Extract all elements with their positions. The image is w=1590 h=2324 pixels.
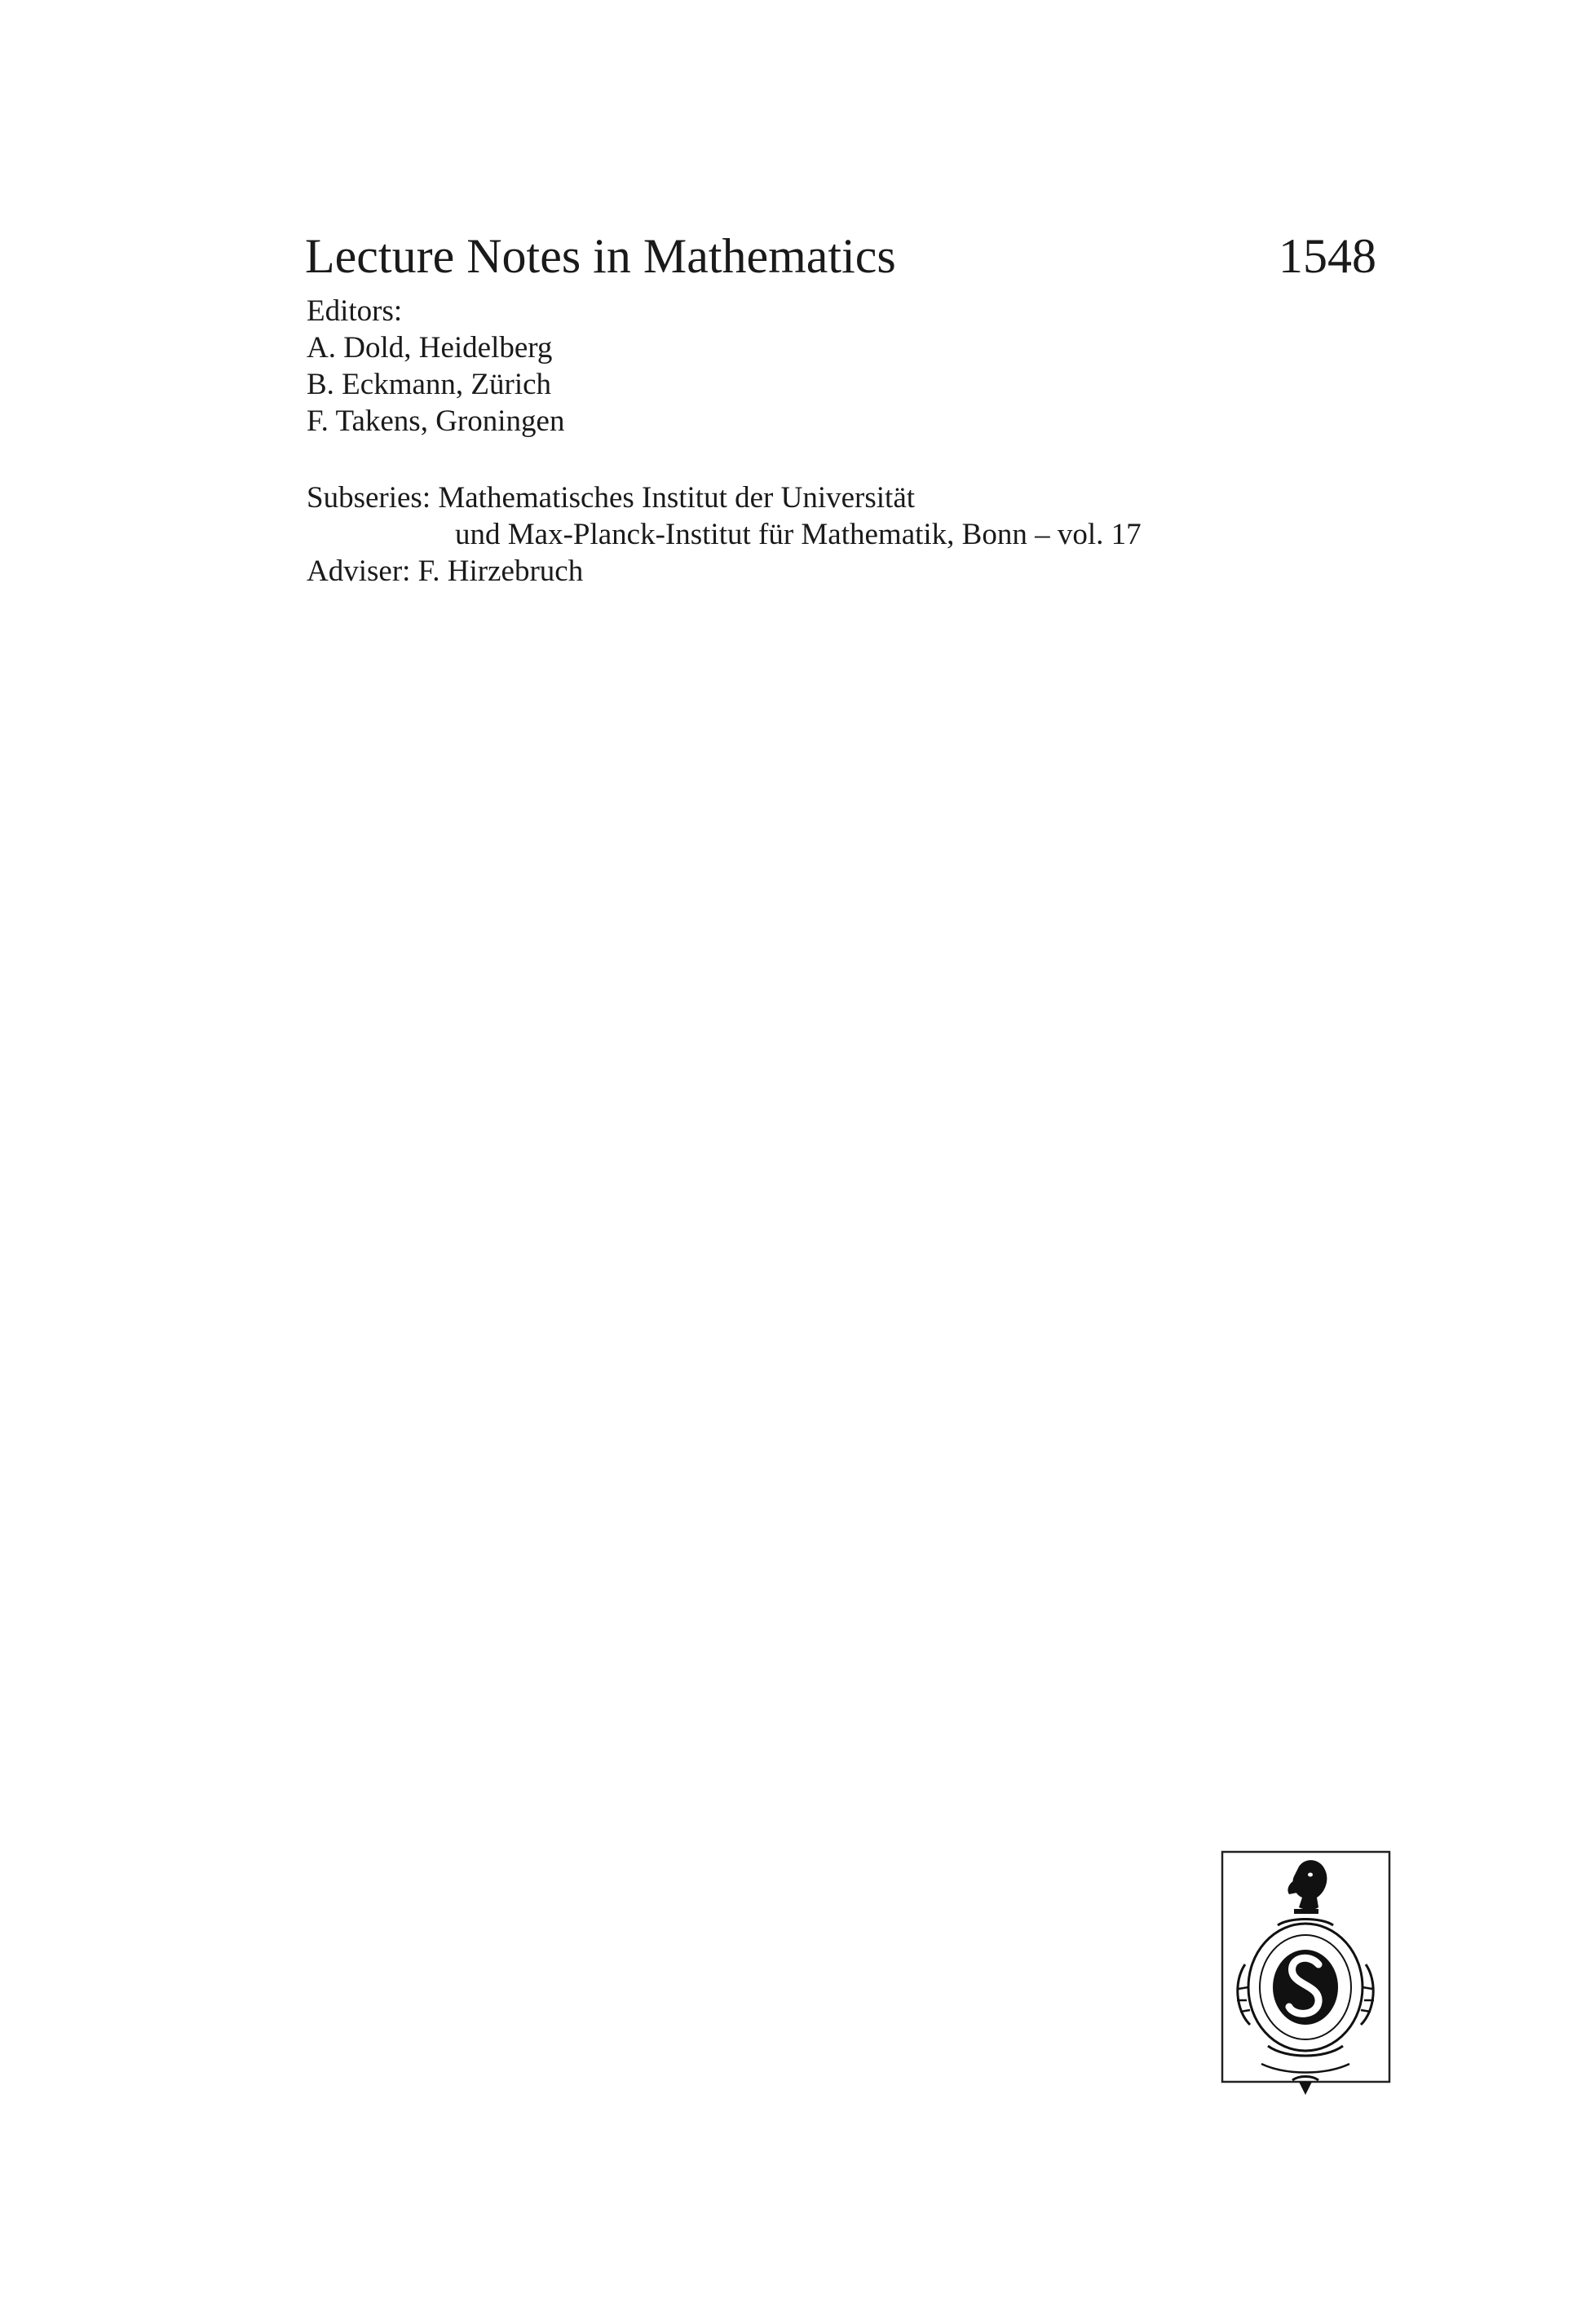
volume-number: 1548 — [1279, 229, 1376, 283]
series-title: Lecture Notes in Mathematics — [305, 229, 896, 283]
subseries-block — [307, 479, 1142, 590]
editor-name: A. Dold, Heidelberg — [307, 331, 553, 365]
subseries-line: Subseries: Mathematisches Institut der Universität — [307, 481, 916, 515]
editors-block — [307, 293, 564, 440]
editor-name: F. Takens, Groningen — [307, 404, 565, 438]
springer-knight-icon — [1221, 1850, 1391, 2095]
adviser-line: Adviser: F. Hirzebruch — [307, 554, 584, 588]
publisher-logo — [1221, 1850, 1391, 2095]
subseries-line: und Max-Planck-Institut für Mathematik, Bonn – vol. 17 — [455, 518, 1142, 551]
editor-name: B. Eckmann, Zürich — [307, 368, 552, 401]
editors-label: Editors: — [307, 294, 403, 328]
